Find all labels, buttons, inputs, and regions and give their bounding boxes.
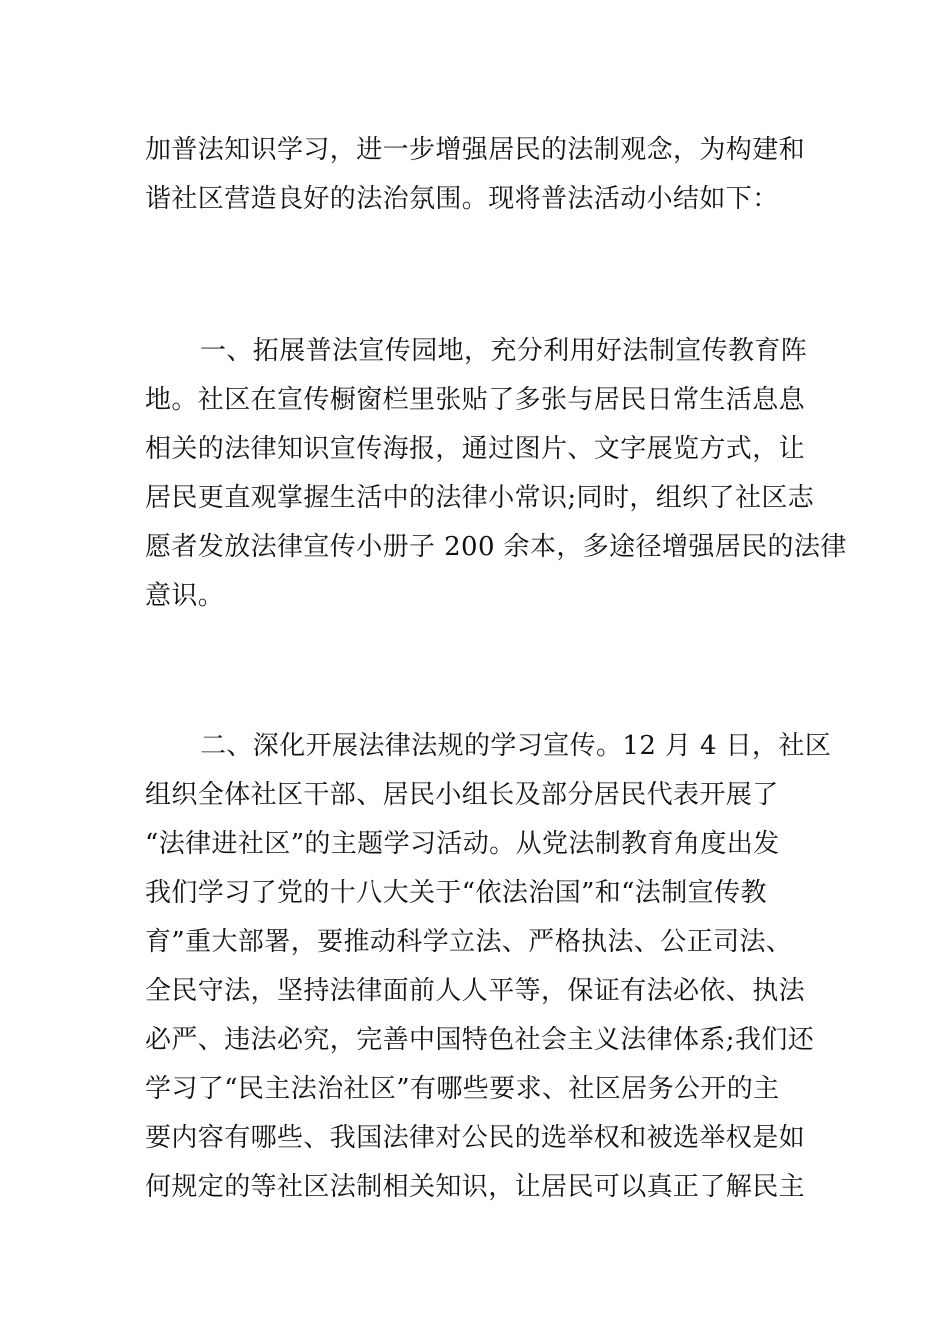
text-line: 加普法知识学习，进一步增强居民的法制观念，为构建和 — [145, 135, 806, 165]
text-line: 意识。 — [145, 581, 225, 611]
text-line: 居民更直观掌握生活中的法律小常识;同时，组织了社区志 — [145, 483, 815, 513]
text-line: 组织全体社区干部、居民小组长及部分居民代表开展了 — [145, 780, 779, 810]
text-line: 我们学习了党的十八大关于“依法治国”和“法制宣传教 — [145, 878, 767, 908]
text-line: 要内容有哪些、我国法律对公民的选举权和被选举权是如 — [145, 1123, 806, 1153]
paragraph-intro-continuation — [145, 126, 807, 224]
text-line: 何规定的等社区法制相关知识，让居民可以真正了解民主 — [145, 1172, 806, 1202]
text-line: 愿者发放法律宣传小册子 200 余本，多途径增强居民的法律 — [145, 532, 847, 562]
text-line: 学习了“民主法治社区”有哪些要求、社区居务公开的主 — [145, 1074, 780, 1104]
text-line: 地。社区在宣传橱窗栏里张贴了多张与居民日常生活息息 — [145, 385, 806, 415]
text-line: 谐社区营造良好的法治氛围。现将普法活动小结如下： — [145, 184, 779, 214]
text-line: 一、拓展普法宣传园地，充分利用好法制宣传教育阵 — [200, 336, 808, 366]
text-line: 全民守法，坚持法律面前人人平等，保证有法必依、执法 — [145, 976, 806, 1006]
paragraph-section-two — [145, 722, 832, 1212]
text-line: “法律进社区”的主题学习活动。从党法制教育角度出发 — [145, 829, 780, 859]
text-line: 育”重大部署，要推动科学立法、严格执法、公正司法、 — [145, 927, 793, 957]
paragraph-section-one — [145, 327, 847, 621]
text-line: 相关的法律知识宣传海报，通过图片、文字展览方式，让 — [145, 434, 806, 464]
text-line: 必严、违法必究，完善中国特色社会主义法律体系;我们还 — [145, 1025, 815, 1055]
text-line: 二、深化开展法律法规的学习宣传。12 月 4 日，社区 — [200, 731, 832, 761]
